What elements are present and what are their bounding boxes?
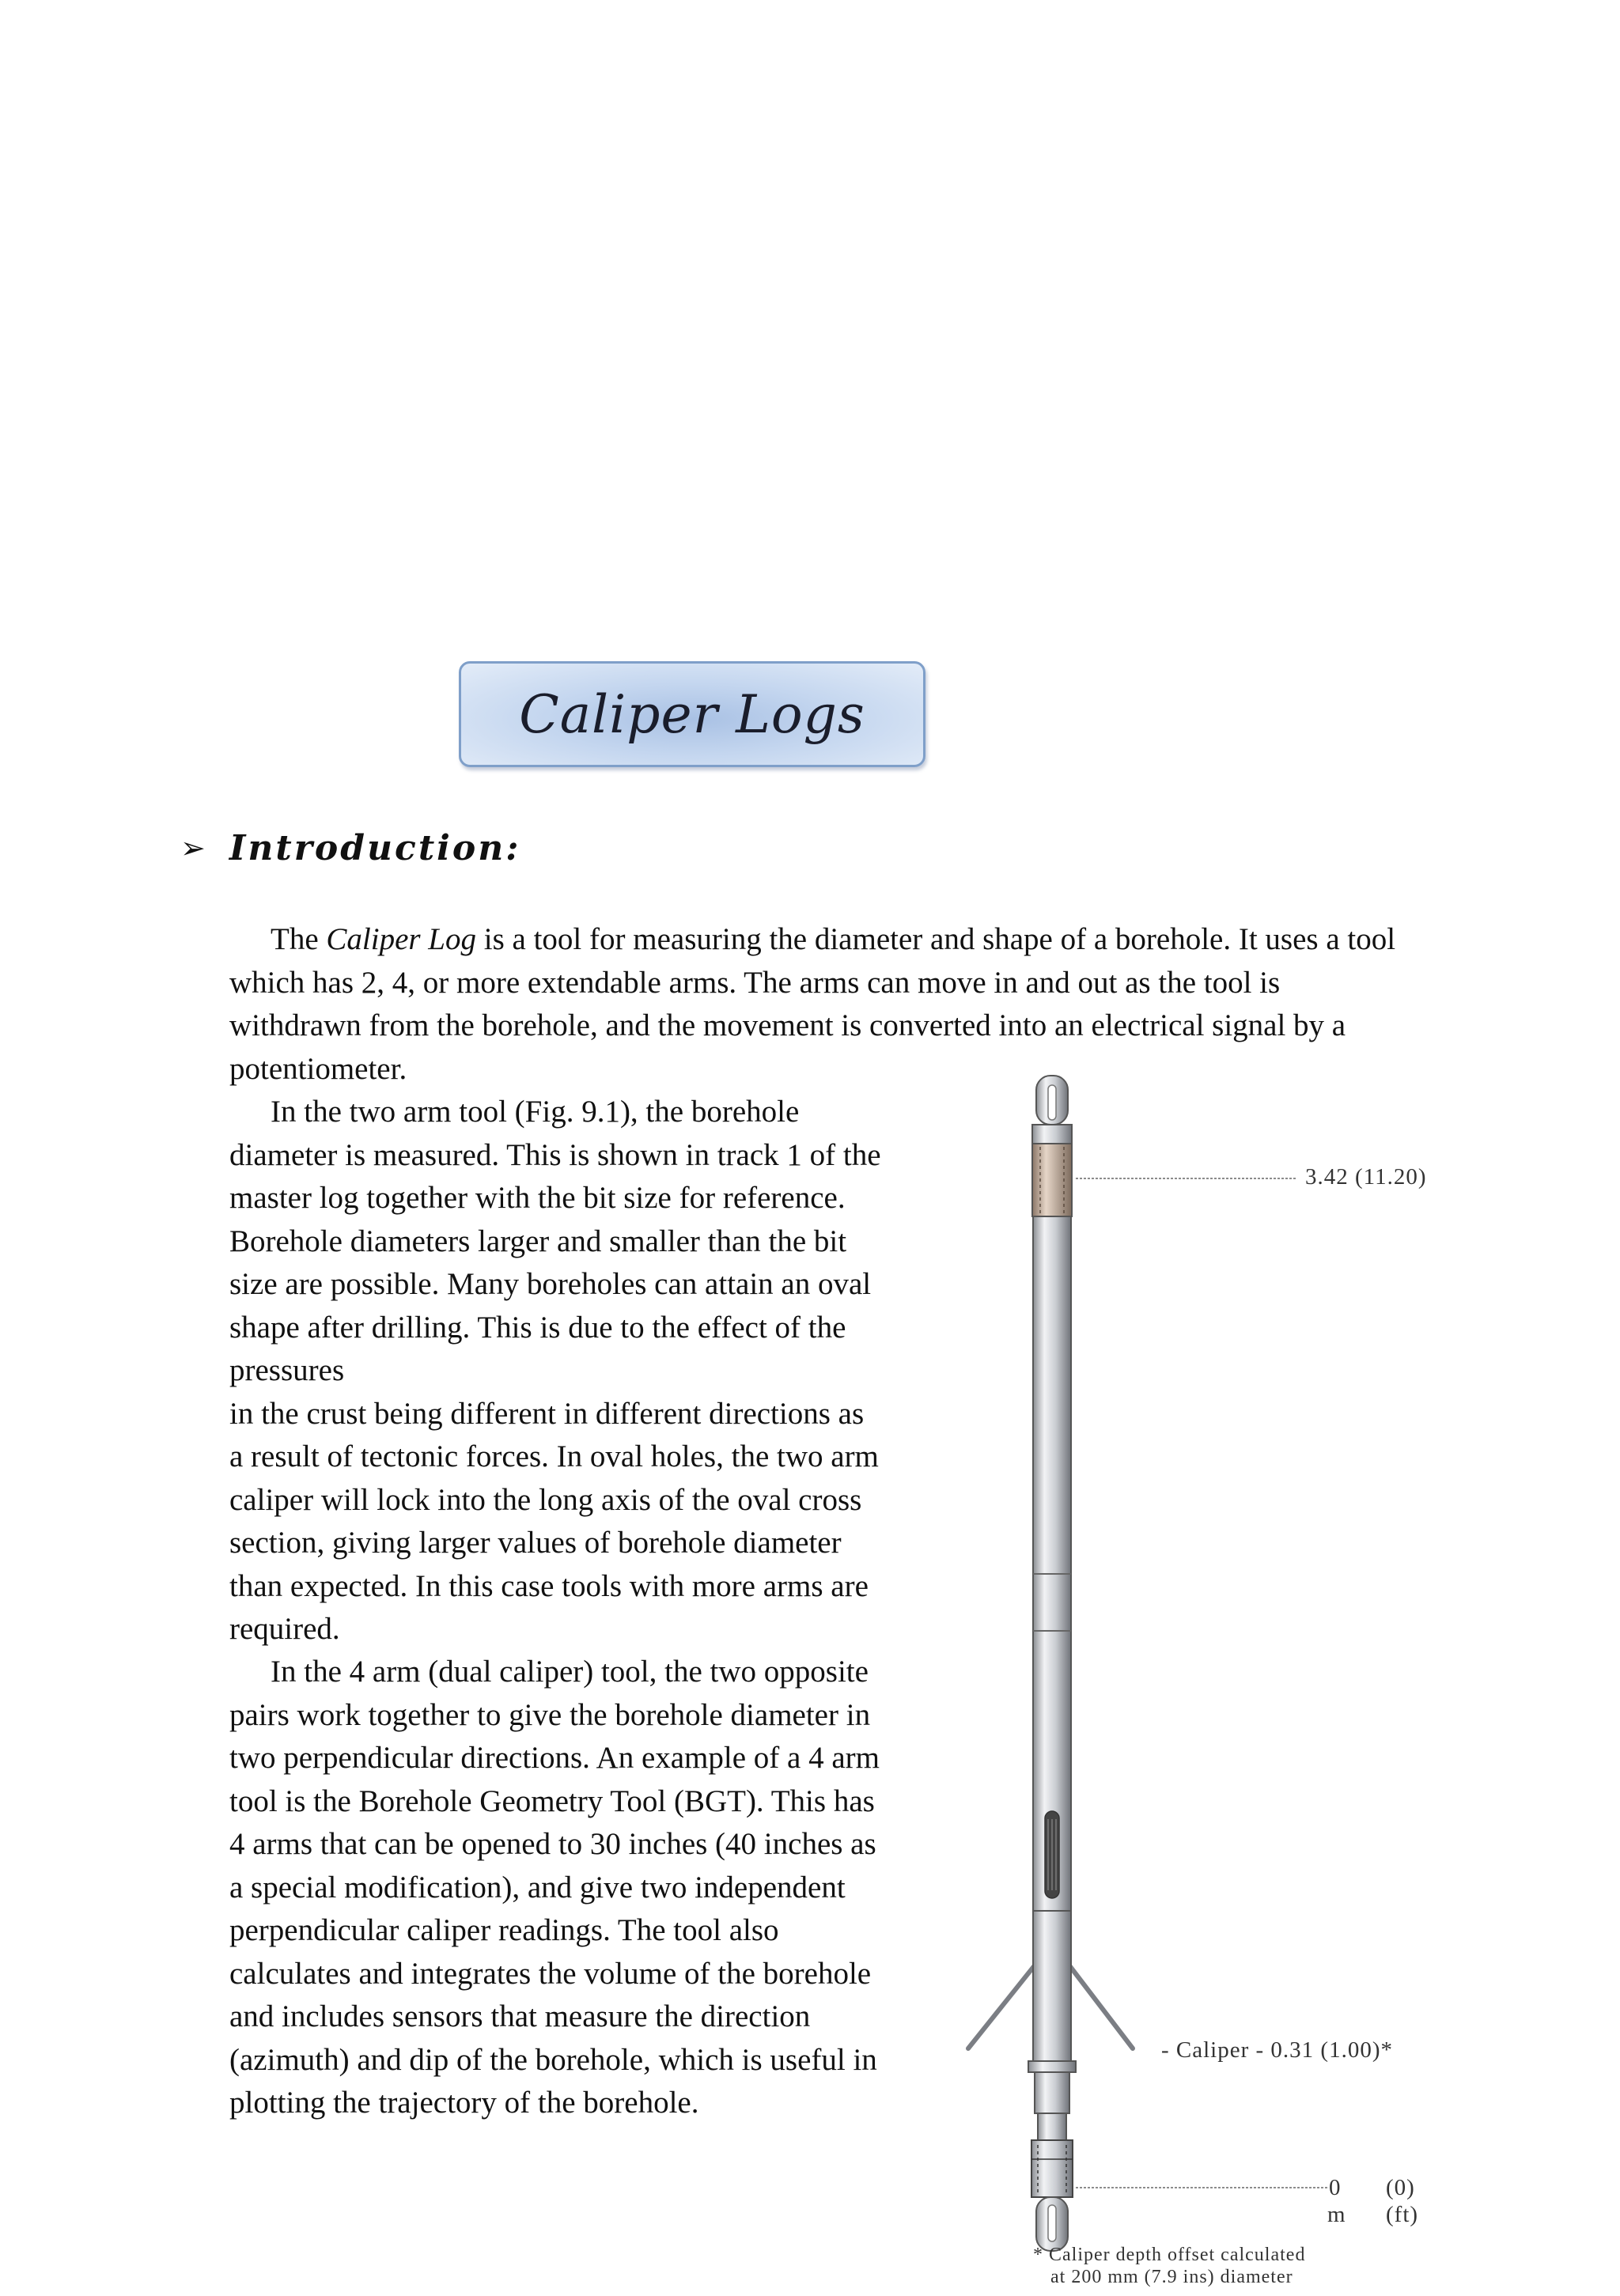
tool-top-coupling — [1032, 1144, 1072, 1216]
paragraph-line: and includes sensors that measure the direction — [229, 1999, 811, 2033]
paragraph-line: two perpendicular directions. An example of a 4 arm — [229, 1741, 880, 1775]
paragraph-line: calculates and integrates the volume of the borehole — [229, 1956, 872, 1991]
paragraph-line: Borehole diameters larger and smaller than the bit — [229, 1224, 847, 1258]
zero-ft-label: (0) — [1386, 2175, 1415, 2200]
tool-body — [1033, 1216, 1071, 1911]
chapter-title-box — [459, 661, 925, 767]
figure-footnote-line2: at 200 mm (7.9 ins) diameter — [1050, 2267, 1293, 2287]
caliper-arm-right — [1066, 1961, 1133, 2048]
paragraph-line: plotting the trajectory of the borehole. — [229, 2086, 699, 2120]
chapter-title: Caliper Logs — [519, 683, 865, 745]
paragraph-line: than expected. In this case tools with more arms are — [229, 1568, 869, 1603]
paragraph-line: In the two arm tool (Fig. 9.1), the borehole — [271, 1095, 800, 1129]
paragraph-line: diameter is measured. This is shown in track 1 of the — [229, 1137, 881, 1172]
paragraph-line: in the crust being different in different directions as — [229, 1396, 865, 1431]
intro-paragraph — [229, 918, 1395, 1091]
paragraph-line: which has 2, 4, or more extendable arms. The arms can move in and out as the tool is — [229, 965, 1281, 1000]
paragraph-line: In the 4 arm (dual caliper) tool, the two opposite — [271, 1655, 869, 1689]
paragraph-line: shape after drilling. This is due to the effect of the — [229, 1310, 846, 1345]
paragraph-line: perpendicular caliper readings. The tool also — [229, 1913, 779, 1947]
figure-footnote-line1: * Caliper depth offset calculated — [1033, 2245, 1306, 2265]
paragraph-line: required. — [229, 1612, 340, 1646]
top-dimension-label: 3.42 (11.20) — [1305, 1164, 1427, 1190]
unit-m-label: m — [1327, 2202, 1346, 2227]
paragraph-line: tool is the Borehole Geometry Tool (BGT). This has — [229, 1783, 875, 1818]
caliper-log-term: Caliper Log — [326, 922, 477, 956]
paragraph-line: withdrawn from the borehole, and the movement is converted into an electrical signal by a — [229, 1008, 1346, 1042]
arrow-bullet-icon: ➢ — [180, 830, 206, 865]
paragraph-line: master log together with the bit size for reference. — [229, 1181, 846, 1215]
paragraph-line: (azimuth) and dip of the borehole, which is useful in — [229, 2042, 877, 2077]
caliper-dimension-label: - Caliper - 0.31 (1.00)* — [1161, 2037, 1393, 2063]
paragraph-line: The Caliper Log is a tool for measuring the diameter and shape of a borehole. It uses a tool — [271, 922, 1396, 956]
tool-bottom-coupling — [1031, 2140, 1073, 2197]
paragraph-line: a result of tectonic forces. In oval holes, the two arm — [229, 1439, 879, 1473]
section-heading-text: Introduction: — [229, 827, 521, 868]
paragraph-line: 4 arms that can be opened to 30 inches (40 inches as — [229, 1827, 876, 1861]
zero-label: 0 — [1329, 2175, 1342, 2200]
paragraph-line: pairs work together to give the borehole diameter in — [229, 1697, 871, 1732]
paragraph-line: potentiometer. — [229, 1051, 407, 1086]
unit-ft-label: (ft) — [1386, 2202, 1419, 2227]
paragraph-line: size are possible. Many boreholes can attain an oval — [229, 1267, 872, 1301]
caliper-arm-left — [968, 1961, 1038, 2048]
paragraph-line: a special modification), and give two independent — [229, 1870, 846, 1905]
paragraph-line: pressures — [229, 1353, 345, 1387]
paragraph-line: caliper will lock into the long axis of the oval cross — [229, 1482, 862, 1517]
section-heading — [180, 823, 520, 873]
caliper-tool-diagram — [949, 1068, 1620, 2292]
four-arm-paragraph — [229, 1651, 880, 2125]
paragraph-line: section, giving larger values of borehole diameter — [229, 1526, 842, 1560]
two-arm-paragraph — [229, 1091, 881, 1651]
caliper-tool-figure — [949, 1068, 1620, 2292]
